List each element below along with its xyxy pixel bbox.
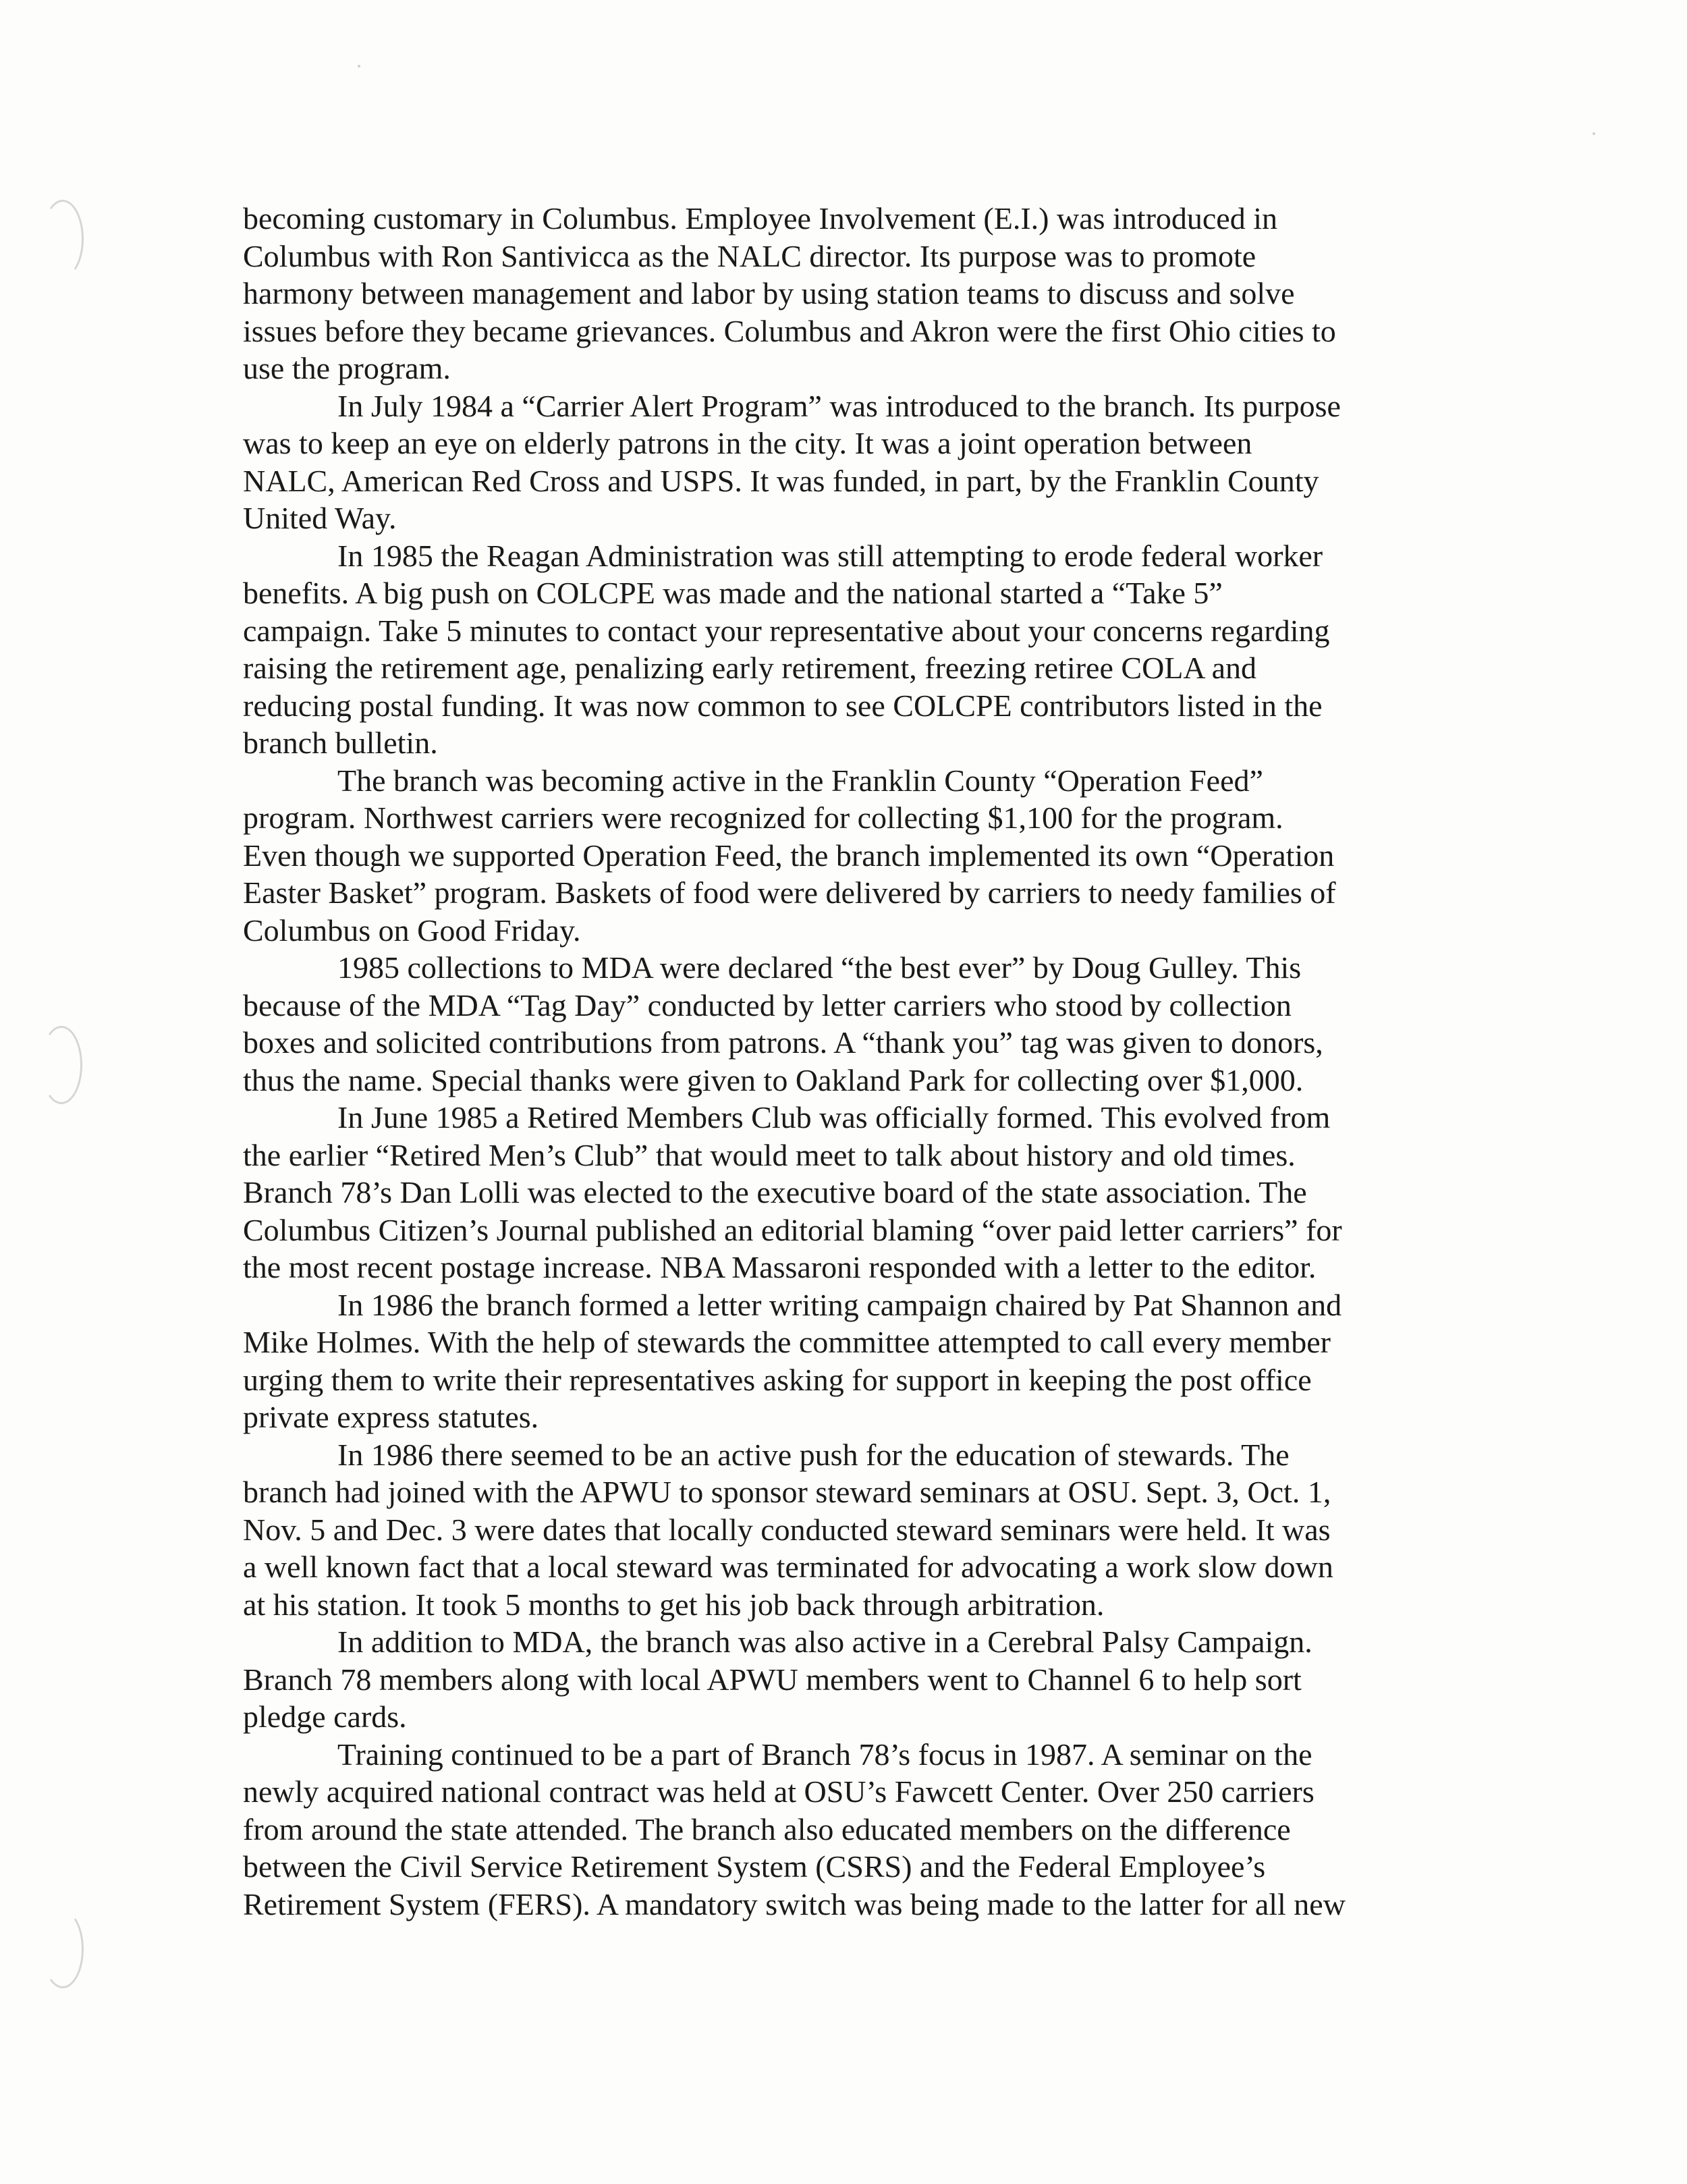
punch-hole-mark: [42, 1910, 84, 1988]
punch-hole-mark: [42, 200, 84, 278]
paragraph-mda-collections: 1985 collections to MDA were declared “the best ever” by Doug Gulley. This because of the MDA “Tag Day” conducted by letter carriers who stood by collection boxes and solicited contributions from patrons. A “thank you” tag was given to donors, thus the name. Special thanks were given to Oakland Park for collecting over $1,000.: [243, 950, 1323, 1097]
paragraph-retired-members: In June 1985 a Retired Members Club was officially formed. This evolved from the earlier “Retired Men’s Club” that would meet to talk about history and old times. Branch 78’s Dan Lolli was elected to the executive board of the state association. The Columbus Citizen’s Journal published an editorial blaming “over paid letter carriers” for the most recent postage increase. NBA Massaroni responded with a letter to the editor.: [243, 1100, 1342, 1284]
paragraph-operation-feed: The branch was becoming active in the Franklin County “Operation Feed” program. Northwest carriers were recognized for collecting $1,100 for the program. Even though we supported Operation Feed, the branch implemented its own “Operation Easter Basket” program. Baskets of food were delivered by carriers to needy families of Columbus on Good Friday.: [243, 763, 1336, 948]
paragraph-employee-involvement: becoming customary in Columbus. Employee Involvement (E.I.) was introduced in Columbus with Ron Santivicca as the NALC director. Its purpose was to promote harmony between management and labor by using station teams to discuss and solve issues before they became grievances. Columbus and Akron were the first Ohio cities to use the program.: [243, 201, 1336, 385]
punch-hole-mark: [40, 1026, 82, 1104]
document-body: [243, 200, 1431, 1923]
scan-speck: [358, 65, 360, 67]
paragraph-steward-education: In 1986 there seemed to be an active push for the education of stewards. The branch had joined with the APWU to sponsor steward seminars at OSU. Sept. 3, Oct. 1, Nov. 5 and Dec. 3 were dates that locally conducted steward seminars were held. It was a well known fact that a local steward was terminated for advocating a work slow down at his station. It took 5 months to get his job back through arbitration.: [243, 1437, 1333, 1622]
paragraph-cerebral-palsy: In addition to MDA, the branch was also active in a Cerebral Palsy Campaign. Branch 78 members along with local APWU members went to Channel 6 to help sort pledge cards.: [243, 1625, 1312, 1734]
paragraph-carrier-alert: In July 1984 a “Carrier Alert Program” was introduced to the branch. Its purpose was to keep an eye on elderly patrons in the city. It was a joint operation between NALC, American Red Cross and USPS. It was funded, in part, by the Franklin County United Way.: [243, 388, 1341, 535]
paragraph-training-1987: Training continued to be a part of Branch 78’s focus in 1987. A seminar on the newly acquired national contract was held at OSU’s Fawcett Center. Over 250 carriers from around the state attended. The branch also educated members on the difference between the Civil Service Retirement System (CSRS) and the Federal Employee’s Retirement System (FERS). A mandatory switch was being made to the latter for all new: [243, 1737, 1346, 1921]
paragraph-reagan-take-5: In 1985 the Reagan Administration was still attempting to erode federal worker benefits. A big push on COLCPE was made and the national started a “Take 5” campaign. Take 5 minutes to contact your representative about your concerns regarding raising the retirement age, penalizing early retirement, freezing retiree COLA and reducing postal funding. It was now common to see COLCPE contributors listed in the branch bulletin.: [243, 538, 1330, 760]
scan-speck: [1593, 132, 1595, 135]
paragraph-letter-campaign: In 1986 the branch formed a letter writing campaign chaired by Pat Shannon and Mike Holmes. With the help of stewards the committee attempted to call every member urging them to write their representatives asking for support in keeping the post office private express statutes.: [243, 1287, 1342, 1434]
